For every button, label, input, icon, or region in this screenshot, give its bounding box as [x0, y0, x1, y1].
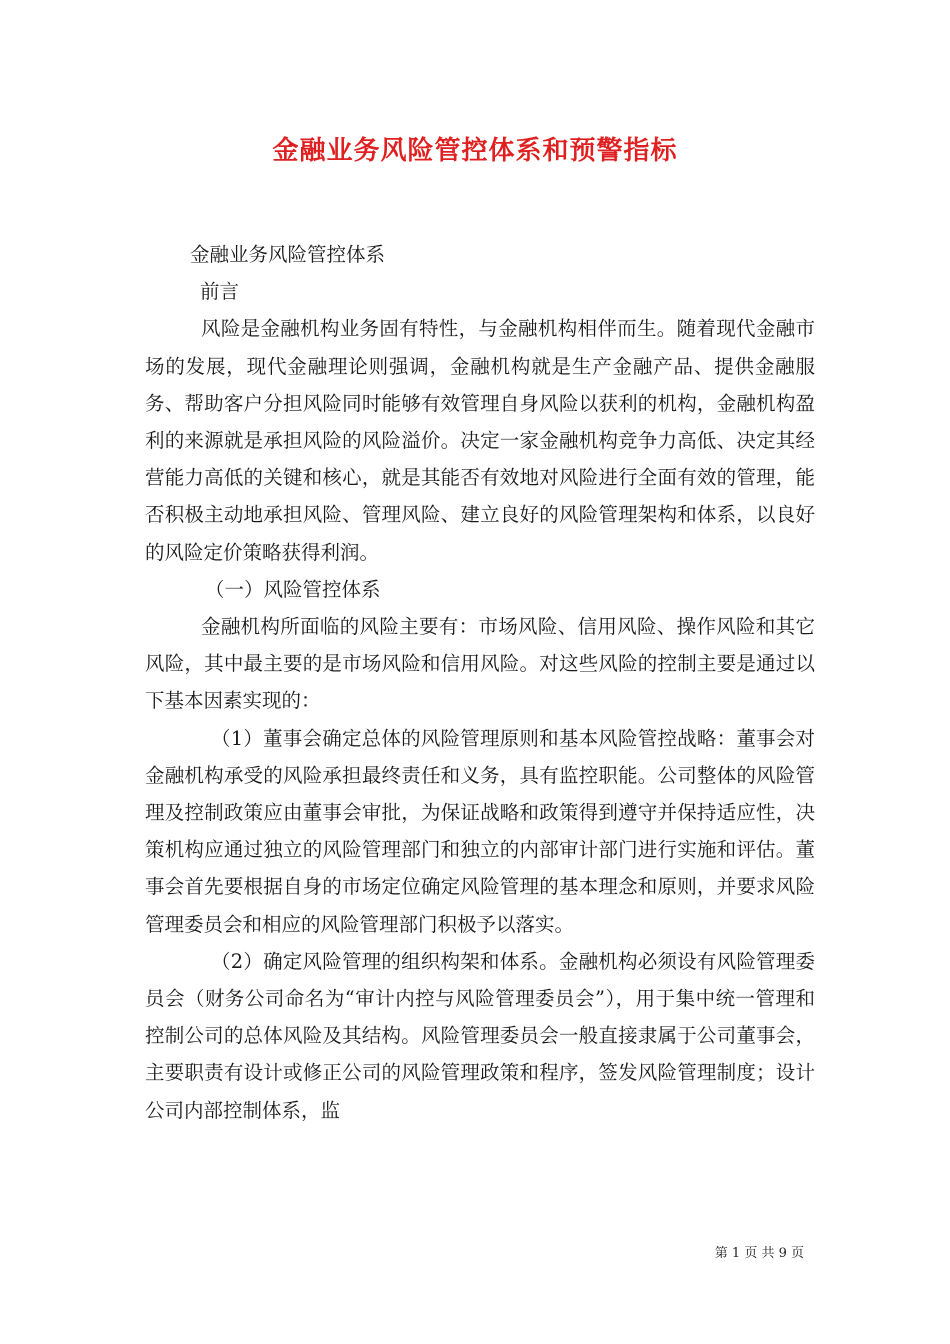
- heading-preface: 前言: [200, 280, 240, 304]
- paragraph-item-1: （1）董事会确定总体的风险管理原则和基本风险管控战略：董事会对金融机构承受的风险承担最终责任和义务，具有监控职能。公司整体的风险管理及控制政策应由董事会审批，为保证战略和政策得到遵守并保持适应性，决策机构应通过独立的风险管理部门和独立的内部审计部门进行实施和评估。董事会首先要根据自身的市场定位确定风险管理的基本理念和原则，并要求风险管理委员会和相应的风险管理部门积极予以落实。: [145, 726, 815, 936]
- paragraph-item-2: （2）确定风险管理的组织构架和体系。金融机构必须设有风险管理委员会（财务公司命名为“审计内控与风险管理委员会”），用于集中统一管理和控制公司的总体风险及其结构。风险管理委员会一般直接隶属于公司董事会，主要职责有设计或修正公司的风险管理政策和程序，签发风险管理制度；设计公司内部控制体系，监: [145, 949, 815, 1122]
- paragraph-preface: 风险是金融机构业务固有特性，与金融机构相伴而生。随着现代金融市场的发展，现代金融理论则强调，金融机构就是生产金融产品、提供金融服务、帮助客户分担风险同时能够有效管理自身风险以获利的机构，金融机构盈利的来源就是承担风险的风险溢价。决定一家金融机构竞争力高低、决定其经营能力高低的关键和核心，就是其能否有效地对风险进行全面有效的管理，能否积极主动地承担风险、管理风险、建立良好的风险管理架构和体系，以良好的风险定价策略获得利润。: [145, 317, 815, 564]
- heading-main: 金融业务风险管控体系: [190, 243, 386, 266]
- paragraph-section-1: 金融机构所面临的风险主要有：市场风险、信用风险、操作风险和其它风险，其中最主要的是市场风险和信用风险。对这些风险的控制主要是通过以下基本因素实现的：: [145, 615, 815, 713]
- page-number-footer: 第 1 页 共 9 页: [714, 1246, 804, 1261]
- document-title: 金融业务风险管控体系和预警指标: [272, 136, 678, 166]
- document-body: [145, 236, 815, 1129]
- heading-section-1: （一）风险管控体系: [205, 577, 381, 601]
